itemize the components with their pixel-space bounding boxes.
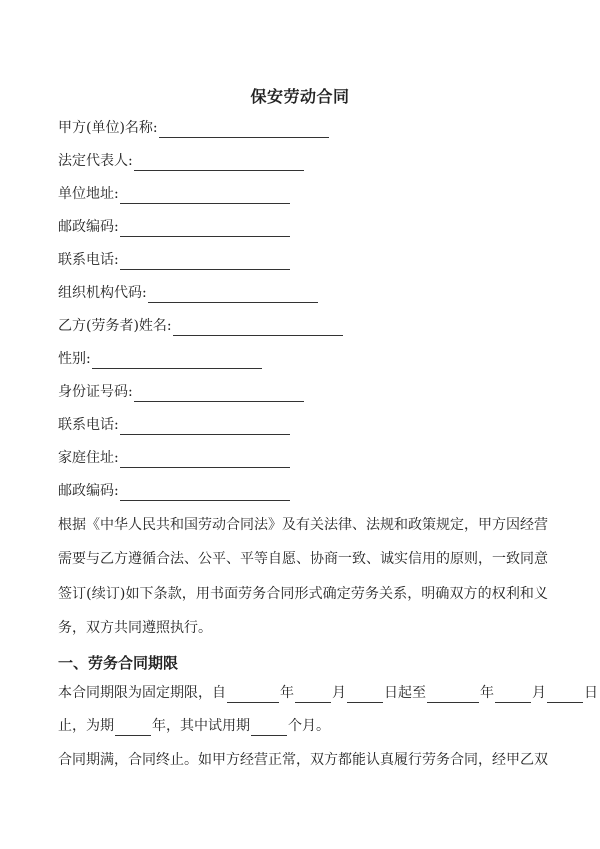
field-label: 组织机构代码: [58, 285, 147, 301]
fill-in-blank[interactable] [92, 353, 262, 369]
party-a-name-field [58, 118, 329, 138]
fill-in-blank[interactable] [173, 320, 343, 336]
fill-in-blank[interactable] [120, 188, 290, 204]
start-year-blank[interactable] [227, 687, 279, 703]
contract-expiry-line: 合同期满，合同终止。如甲方经营正常，双方都能认真履行劳务合同，经甲乙双 [58, 752, 548, 768]
term-text: 个月。 [288, 718, 330, 734]
start-month-blank[interactable] [295, 687, 331, 703]
fill-in-blank[interactable] [120, 419, 290, 435]
fill-in-blank[interactable] [148, 287, 318, 303]
company-address-field [58, 184, 290, 204]
end-month-blank[interactable] [495, 687, 531, 703]
term-text: 止，为期 [58, 718, 114, 734]
home-address-field [58, 448, 290, 468]
term-text: 月 [532, 685, 546, 701]
phone-b-field [58, 415, 290, 435]
term-text: 日起至 [384, 685, 426, 701]
contract-term-line [58, 683, 598, 703]
section-heading: 一、劳务合同期限 [58, 654, 179, 672]
field-label: 联系电话: [58, 252, 119, 268]
field-label: 单位地址: [58, 186, 119, 202]
field-label: 性别: [58, 351, 91, 367]
field-label: 甲方(单位)名称: [58, 120, 158, 136]
probation-months-blank[interactable] [251, 720, 287, 736]
term-text: 年 [280, 685, 294, 701]
postal-code-b-field [58, 481, 290, 501]
term-text: 日 [584, 685, 598, 701]
document-title: 保安劳动合同 [250, 87, 350, 106]
end-year-blank[interactable] [427, 687, 479, 703]
id-number-field [58, 382, 304, 402]
party-b-name-field [58, 316, 343, 336]
term-text: 年，其中试用期 [152, 718, 250, 734]
intro-paragraph: 根据《中华人民共和国劳动合同法》及有关法律、法规和政策规定，甲方因经营需要与乙方遵循合法、公平、平等自愿、协商一致、诚实信用的原则，一致同意签订(续订)如下条款，用书面劳务合同形式确定劳务关系，明确双方的权利和义务，双方共同遵照执行。 [58, 517, 548, 637]
term-text: 本合同期限为固定期限，自 [58, 685, 226, 701]
term-text: 年 [480, 685, 494, 701]
field-label: 身份证号码: [58, 384, 133, 400]
fill-in-blank[interactable] [120, 485, 290, 501]
field-label: 家庭住址: [58, 450, 119, 466]
fill-in-blank[interactable] [134, 155, 304, 171]
fill-in-blank[interactable] [120, 452, 290, 468]
contract-duration-line [58, 716, 330, 736]
field-label: 法定代表人: [58, 153, 133, 169]
field-label: 邮政编码: [58, 483, 119, 499]
field-label: 联系电话: [58, 417, 119, 433]
postal-code-a-field [58, 217, 290, 237]
end-day-blank[interactable] [547, 687, 583, 703]
fill-in-blank[interactable] [120, 221, 290, 237]
start-day-blank[interactable] [347, 687, 383, 703]
field-label: 邮政编码: [58, 219, 119, 235]
fill-in-blank[interactable] [120, 254, 290, 270]
term-text: 月 [332, 685, 346, 701]
org-code-field [58, 283, 318, 303]
fill-in-blank[interactable] [159, 122, 329, 138]
phone-a-field [58, 250, 290, 270]
duration-years-blank[interactable] [115, 720, 151, 736]
fill-in-blank[interactable] [134, 386, 304, 402]
field-label: 乙方(劳务者)姓名: [58, 318, 172, 334]
legal-representative-field [58, 151, 304, 171]
gender-field [58, 349, 262, 369]
